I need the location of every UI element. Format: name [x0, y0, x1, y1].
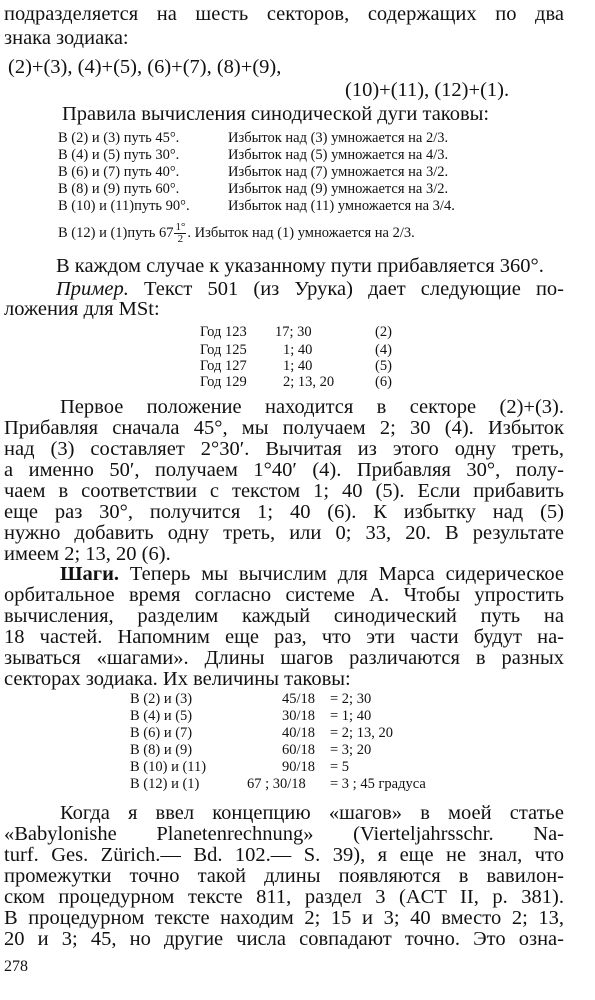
intro-line-1: подразделяется на шесть секторов, содержащих по два [4, 3, 564, 25]
example-line-2: ложения для MSt: [4, 298, 160, 320]
para1-line-8: имеем 2; 13, 20 (6). [4, 543, 171, 565]
rule-sector: В (2) и (3) путь 45°. [58, 130, 180, 146]
intro-line-2: знака зодиака: [4, 27, 129, 49]
sectors-line-2: (10)+(11), (12)+(1). [345, 79, 510, 101]
rule-row-last [58, 222, 415, 245]
para3-line-3: turf. Ges. Zürich.— Bd. 102.— S. 39), я еще не знал, что [4, 844, 564, 866]
rule-sector: В (6) и (7) путь 40°. [58, 164, 180, 180]
para2-line-6: секторах зодиака. Их величины таковы: [4, 668, 351, 690]
sectors-line-1: (2)+(3), (4)+(5), (6)+(7), (8)+(9), [8, 56, 282, 78]
example-label: Пример. [56, 278, 129, 300]
para3-line-5: ском процедурном тексте 811, раздел 3 (ACT II, p. 381). [4, 886, 564, 908]
example-line [56, 279, 564, 300]
para1-line-4: а именно 50′, получаем 1°40′ (4). Прибавляя 30°, полу- [4, 459, 564, 481]
rule-excess: Избыток над (11) умножается на 3/4. [228, 198, 455, 214]
para1-line-6: еще раз 30°, получится 1; 40 (6). К избытку над (5) [4, 501, 564, 523]
para1-line-2: Прибавляя сначала 45°, мы получаем 2; 30 (4). Избыток [4, 417, 564, 439]
page-number: 278 [4, 958, 28, 975]
example-text: Текст 501 (из Урука) дает следующие по- [144, 278, 564, 300]
para3-line-2: «Babylonishe Planetenrechnung» (Vierteljahrsschr. Na- [4, 823, 564, 845]
para3-line-6: В процедурном тексте находим 2; 15 и 3; 40 вместо 2; 13, [4, 907, 564, 929]
para2-line-5: зываться «шагами». Длины шагов различаются в разных [4, 647, 564, 669]
rules-title: Правила вычисления синодической дуги таковы: [62, 103, 490, 125]
rule-excess: Избыток над (3) умножается на 2/3. [228, 130, 449, 146]
rule-sector: В (4) и (5) путь 30°. [58, 147, 180, 163]
rule-sector: В (10) и (11)путь 90°. [58, 198, 190, 214]
each-case-line: В каждом случае к указанному пути прибавляется 360°. [56, 255, 544, 277]
rule-sector: В (8) и (9) путь 60°. [58, 181, 180, 197]
rule-excess: Избыток над (5) умножается на 4/3. [228, 147, 449, 163]
para2-line-1: Шаги. Теперь мы вычислим для Марса сидерическое [60, 563, 564, 585]
book-page: подразделяется на шесть секторов, содержащих по два знака зодиака: (2)+(3), (4)+(5), (6)+(7), (8)+(9), (10)+(11), (12)+(1). Правила вычисления синодической дуги таковы: В (2) и (3) путь 45°. Избыток над (3) умножается на 2/3. В (4) и (5) путь 30°. Избыток над (5) умножается на 4/3. В (6) и (7) путь 40°. Избыток над (7) умножается на 3/2. В (8) и (9) путь 60°. Избыток над (9) умножается на 3/2. В (10) и (11)путь 90°. Избыток над (11) умножается на 3/4. В (12) и (1)путь 67 $\frac{1^\circ}{2}$ . Избыток над (1) умножается на 2/3. В каждом случае к указанному пути прибавляется 360°. Пример. Текст 501 (из Урука) дает следующие по- ложения для MSt: Год 123 17; 30 (2) Год 125 1; 40 (4) Год 127 1; 40 (5) Год 129 2; 13, 20 (6) Первое положение находится в секторе (2)+(3). Прибавляя сначала 45°, мы получаем 2; 30 (4). Избыток над (3) составляет 2°30′. Вычитая из этого одну треть, а именно 50′, получаем 1°40′ (4). Прибавляя 30°, полу- чаем в соответствии с текстом 1; 40 (5). Если прибавить еще раз 30°, получится 1; 40 (6). К избытку над (5) нужно добавить одну треть, или 0; 33, 20. В результате имеем 2; 13, 20 (6). Шаги. Теперь мы вычислим для Марса сидерическое орбитальное время согласно системе А. Чтобы упростить вычисления, разделим каждый синодический путь на 18 частей. Напомним еще раз, что эти части будут на- зываться «шагами». Длины шагов различаются в разных секторах зодиака. Их величины таковы: В (2) и (3) 45/18 = 2; 30 В (4) и (5) 30/18 = 1; 40 В (6) и (7) 40/18 = 2; 13, 20 В (8) и (9) 60/18 = 3; 20 В (10) и (11) 90/18 = 5 В (12) и (1) 67 ; 30/18 = 3 ; 45 градуса Когда я ввел концепцию «шагов» в моей статье «Babylonishe Planetenrechnung» (Vierteljahrsschr. Na- turf. Ges. Zürich.— Bd. 102.— S. 39), я еще не знал, что промежутки точно такой длины появляются в вавилон- ском процедурном тексте 811, раздел 3 (ACT II, p. 381). В процедурном тексте находим 2; 15 и 3; 40 вместо 2; 13, 20 и 3; 45, но другие числа совпадают точно. Это озна- 278 [4, 3, 564, 975]
rule-excess: Избыток над (7) умножается на 3/2. [228, 164, 449, 180]
para1-line-3: над (3) составляет 2°30′. Вычитая из этого одну треть, [4, 438, 564, 460]
para3-line-7: 20 и 3; 45, но другие числа совпадают точно. Это озна- [4, 928, 564, 950]
para1-line-1: Первое положение находится в секторе (2)+(3). [60, 396, 564, 418]
rule-excess: Избыток над (9) умножается на 3/2. [228, 181, 449, 197]
rule-excess: . Избыток над (1) умножается на 2/3. [187, 224, 415, 241]
para2-line-4: 18 частей. Напомним еще раз, что эти части будут на- [4, 626, 564, 648]
steps-label: Шаги. [60, 563, 120, 585]
para1-line-5: чаем в соответствии с текстом 1; 40 (5). Если прибавить [4, 480, 564, 502]
para3-line-4: промежутки точно такой длины появляются в вавилон- [4, 865, 564, 887]
para2-line-2: орбитальное время согласно системе А. Чтобы упростить [4, 584, 564, 606]
rule-sector: В (12) и (1)путь 67 [58, 224, 174, 241]
para3-line-1: Когда я ввел концепцию «шагов» в моей статье [60, 802, 564, 824]
fraction-one-half: $\frac{1^\circ}{2}$ [175, 221, 186, 245]
para2-line-3: вычисления, разделим каждый синодический путь на [4, 605, 564, 627]
para1-line-7: нужно добавить одну треть, или 0; 33, 20. В результате [4, 522, 564, 544]
